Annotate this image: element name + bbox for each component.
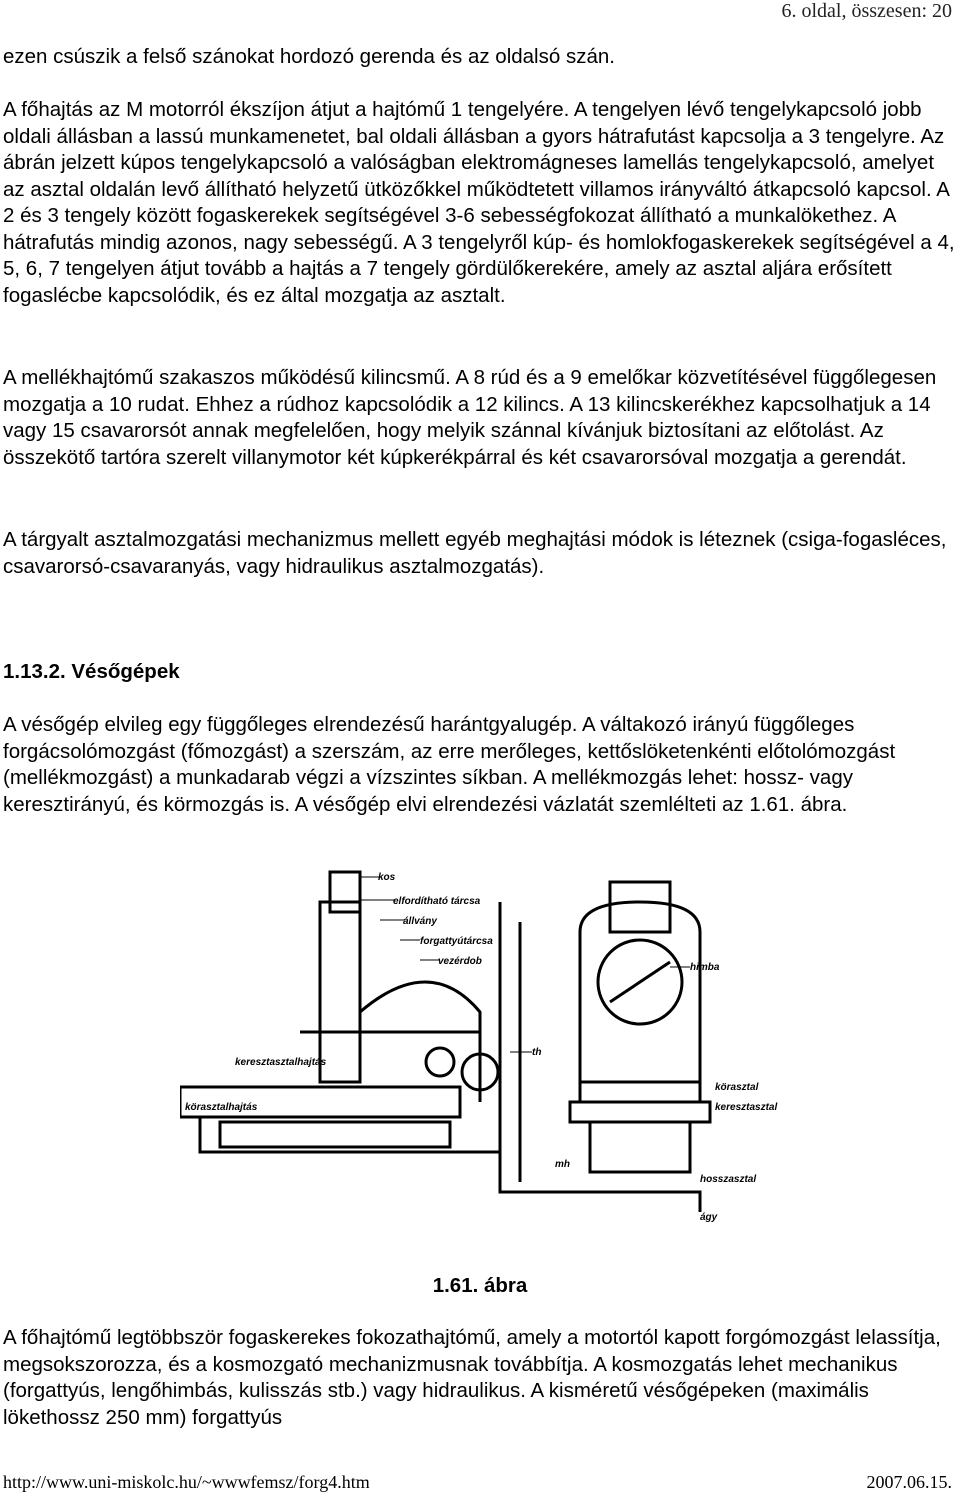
right-top [610, 882, 670, 932]
page-counter: 6. oldal, összesen: 20 [781, 0, 952, 22]
paragraph-3-text: A mellékhajtómű szakaszos működésű kilincsmű. A 8 rúd és a 9 emelőkar közvetítésével függőlegesen mozgatja a 10 rudat. Ehhez a rúdhoz kapcsolódik a 12 kilincs. A 13 kilincskerékhez kapcsolhatjuk a 14 vagy 15 csavarorsót annak megfelelően, hogy melyik szánnal kívánjuk biztosítani az előtolást. Az összekötő tartóra szerelt villanymotor két kúpkerékpárral és két csavarorsóval mozgatja a gerendát. [3, 366, 937, 469]
ram-kos [330, 872, 360, 912]
footer-url: http://www.uni-miskolc.hu/~wwwfemsz/forg4.htm [3, 1472, 370, 1492]
frame-column [320, 902, 360, 1082]
label-agy: ágy [700, 1212, 718, 1223]
label-elforditheto-tarcsa: elfordítható tárcsa [393, 896, 481, 907]
label-himba: himba [690, 962, 720, 973]
right-cross-table [570, 1102, 710, 1122]
paragraph-6-text: A főhajtómű legtöbbször fogaskerekes fokozathajtómű, amely a motortól kapott forgómozgást lelassítja, megsokszorozza, és a kosmozgató mechanizmusnak továbbítja. A kosmozgatás lehet mechanikus (forgattyús, lengőhimbás, kulisszás stb.) vagy hidraulikus. A kisméretű vésőgépeken (maximális lökethossz 250 mm) forgattyús [3, 1326, 941, 1429]
label-keresztasztal: keresztasztal [715, 1102, 778, 1113]
label-hosszasztal: hosszasztal [700, 1174, 757, 1185]
paragraph-6 [3, 1325, 955, 1431]
label-korasztal: körasztal [715, 1082, 759, 1093]
label-forgattyutarcsa: forgattyútárcsa [420, 936, 493, 947]
label-th: th [532, 1047, 542, 1058]
paragraph-5 [3, 712, 955, 818]
footer-date: 2007.06.15. [866, 1472, 952, 1492]
paragraph-2-text: A főhajtás az M motorról ékszíjon átjut a hajtómű 1 tengelyére. A tengelyen lévő tengelykapcsoló jobb oldali állásban a lassú munkamenetet, bal oldali állásban a gyors hátrafutást kapcsolja a 3 tengelyre. Az ábrán jelzett kúpos tengelykapcsoló a valóságban elektromágneses lamellás tengelykapcsoló, amelyet az asztal oldalán levő állítható helyzetű ütközőkkel működtetett villamos irányváltó átkapcsoló kapcsol. A 2 és 3 tengely között fogaskerekek segítségével 3-6 sebességfokozat állítható a munkalökethez. A hátrafutás mindig azonos, nagy sebességű. A 3 tengelyről kúp- és homlokfogaskerekek segítségével a 4, 5, 6, 7 tengelyen átjut tovább a hajtás a 7 tengely gördülőkerekére, amely az asztal aljára erősített fogaslécbe kapcsolódik, és ez által mozgatja az asztalt. [3, 98, 955, 307]
base-left [220, 1122, 450, 1147]
right-base [590, 1122, 690, 1172]
gear-1 [426, 1048, 454, 1076]
paragraph-3 [3, 365, 955, 471]
paragraph-5-text: A vésőgép elvileg egy függőleges elrendezésű harántgyalugép. A váltakozó irányú függőleges forgácsolómozgást (főmozgást) a szerszám, az erre merőleges, kettőslöketenkénti előtolómozgást (mellékmozgást) a munkadarab végzi a vízszintes síkban. A mellékmozgás lehet: hossz- vagy keresztirányú, és körmozgás is. A vésőgép elvi elrendezési vázlatát szemlélteti az 1.61. ábra. [3, 713, 896, 816]
paragraph-4 [3, 527, 955, 580]
rocker [610, 962, 670, 1002]
figure-caption: 1.61. ábra [432, 1274, 528, 1297]
paragraph-4-text: A tárgyalt asztalmozgatási mechanizmus mellett egyéb meghajtási módok is léteznek (csiga-fogasléces, csavarorsó-csavaranyás, vagy hidraulikus asztalmozgatás). [3, 528, 947, 578]
label-kos: kos [378, 872, 396, 883]
frame-arc [360, 982, 480, 1102]
label-keresztasztalhajtas: keresztasztalhajtás [235, 1057, 327, 1068]
label-mh: mh [555, 1159, 570, 1170]
slotting-machine-figure [180, 862, 950, 1274]
label-vezerdob: vezérdob [438, 956, 482, 967]
label-allvany: állvány [403, 916, 437, 927]
right-table [580, 1082, 700, 1102]
paragraph-1-text: ezen csúszik a felső szánokat hordozó gerenda és az oldalsó szán. [3, 45, 615, 68]
section-heading: 1.13.2. Vésőgépek [3, 660, 180, 683]
page-footer [3, 1472, 952, 1493]
label-korasztalhajtas: körasztalhajtás [185, 1102, 258, 1113]
paragraph-2 [3, 97, 955, 309]
paragraph-1 [3, 44, 955, 71]
